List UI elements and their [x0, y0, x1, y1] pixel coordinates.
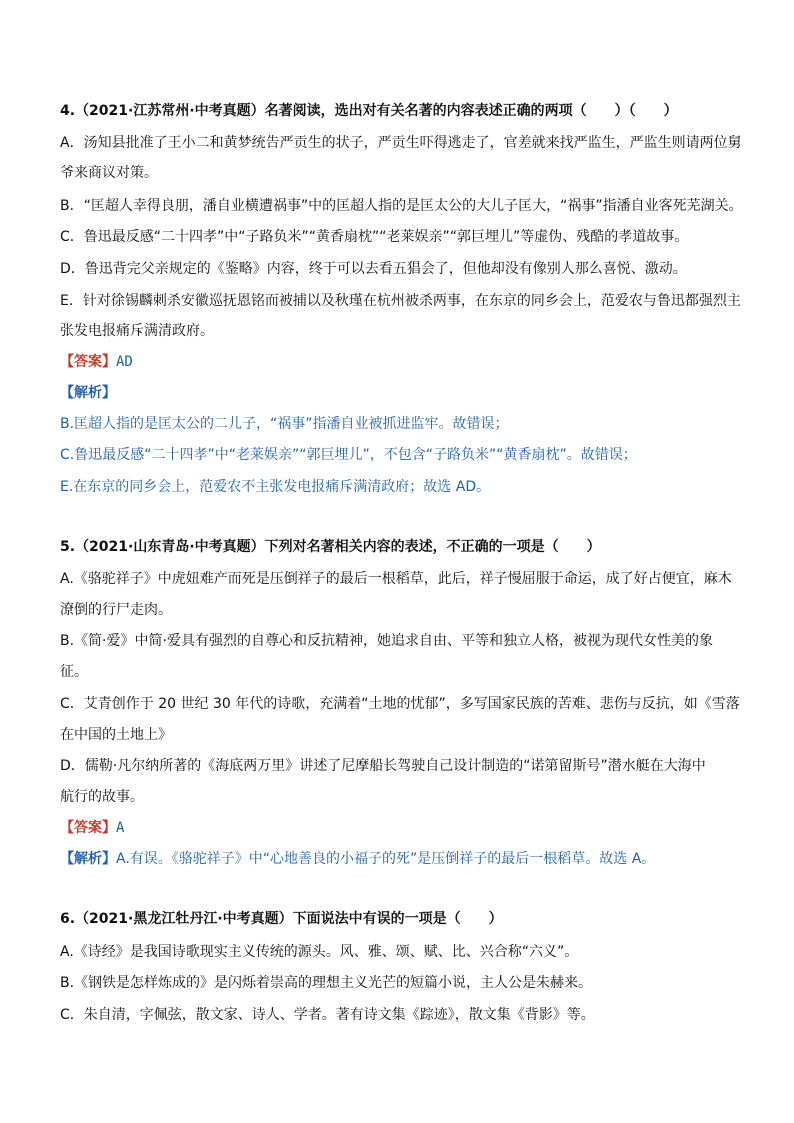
q5-option-c-line2: 在中国的土地上》 — [60, 727, 172, 743]
question-5-stem: 5.（2021·山东青岛·中考真题）下列对名著相关内容的表述，不正确的一项是（ ） — [60, 539, 601, 555]
q5-option-b-line2: 征。 — [60, 664, 88, 680]
q4-option-e-line1: E．针对徐锡麟刺杀安徽巡抚恩铭而被捕以及秋瑾在杭州被杀两事，在东京的同乡会上，范爱农与鲁迅都强烈主 — [60, 293, 741, 309]
q4-option-e-line2: 张发电报痛斥满清政府。 — [60, 323, 214, 339]
q5-answer — [60, 819, 124, 837]
explanation-text: A.有误。《骆驼祥子》中“心地善良的小福子的死”是压倒祥子的最后一根稻草。故选 A。 — [116, 851, 656, 867]
q6-option-b: B.《钢铁是怎样炼成的》是闪烁着崇高的理想主义光芒的短篇小说，主人公是朱赫来。 — [60, 975, 593, 991]
q4-explanation-line1: B.匡超人指的是匡太公的二儿子，“祸事”指潘自业被抓进监牢。故错误； — [60, 416, 509, 432]
q6-option-a: A.《诗经》是我国诗歌现实主义传统的源头。风、雅、颂、赋、比、兴合称“六义”。 — [60, 944, 579, 960]
answer-tag: 【答案】 — [60, 354, 116, 370]
q6-option-c: C．朱自清，字佩弦，散文家、诗人、学者。著有诗文集《踪迹》，散文集《背影》等。 — [60, 1007, 595, 1023]
q5-option-a-line1: A.《骆驼祥子》中虎妞难产而死是压倒祥子的最后一根稻草，此后，祥子慢屈服于命运，成了好占便宜，麻木 — [60, 571, 732, 587]
explanation-tag: 【解析】 — [60, 851, 116, 867]
answer-value: A — [116, 820, 125, 836]
q4-option-c: C．鲁迅最反感“二十四孝”中“子路负米”“黄香扇枕”“老莱娱亲”“郭巨埋儿”等虚伪、残酷的孝道故事。 — [60, 229, 689, 245]
q4-option-b: B．“匡超人幸得良朋，潘自业横遭祸事”中的匡超人指的是匡太公的大儿子匡大，“祸事”指潘自业客死芜湖关。 — [60, 198, 743, 214]
q4-explanation-line3: E.在东京的同乡会上，范爱农不主张发电报痛斥满清政府；故选 AD。 — [60, 479, 491, 495]
q5-option-c-line1: C．艾青创作于 20 世纪 30 年代的诗歌，充满着“土地的忧郁”，多写国家民族的苦难、悲伤与反抗，如《雪落 — [60, 696, 740, 712]
q4-explanation-line2: C.鲁迅最反感“二十四孝”中“老莱娱亲”“郭巨埋儿”，不包含“子路负米”“黄香扇枕”。故错误； — [60, 447, 637, 463]
question-6-stem: 6.（2021·黑龙江牡丹江·中考真题）下面说法中有误的一项是（ ） — [60, 911, 503, 927]
answer-tag: 【答案】 — [60, 820, 116, 836]
q5-option-d-line2: 航行的故事。 — [60, 789, 144, 805]
q5-option-d-line1: D．儒勒·凡尔纳所著的《海底两万里》讲述了尼摩船长驾驶自己设计制造的“诺第留斯号”潜水艇在大海中 — [60, 758, 706, 774]
q4-option-d: D．鲁迅背完父亲规定的《鉴略》内容，终于可以去看五猖会了，但他却没有像别人那么喜悦、激动。 — [60, 261, 687, 277]
q5-option-a-line2: 潦倒的行尸走肉。 — [60, 602, 172, 618]
q5-explanation — [60, 850, 655, 868]
q4-answer — [60, 353, 133, 371]
question-4-stem: 4.（2021·江苏常州·中考真题）名著阅读，选出对有关名著的内容表述正确的两项（ ）（ ） — [60, 103, 678, 119]
q5-option-b-line1: B.《简·爱》中简·爱具有强烈的自尊心和反抗精神，她追求自由、平等和独立人格，被视为现代女性美的象 — [60, 633, 713, 649]
answer-value: AD — [116, 354, 133, 370]
q4-option-a-line2: 爷来商议对策。 — [60, 165, 158, 181]
q4-explanation-tag: 【解析】 — [60, 385, 116, 401]
q4-option-a-line1: A．汤知县批准了王小二和黄梦统告严贡生的状子，严贡生吓得逃走了，官差就来找严监生，严监生则请两位舅 — [60, 135, 742, 151]
